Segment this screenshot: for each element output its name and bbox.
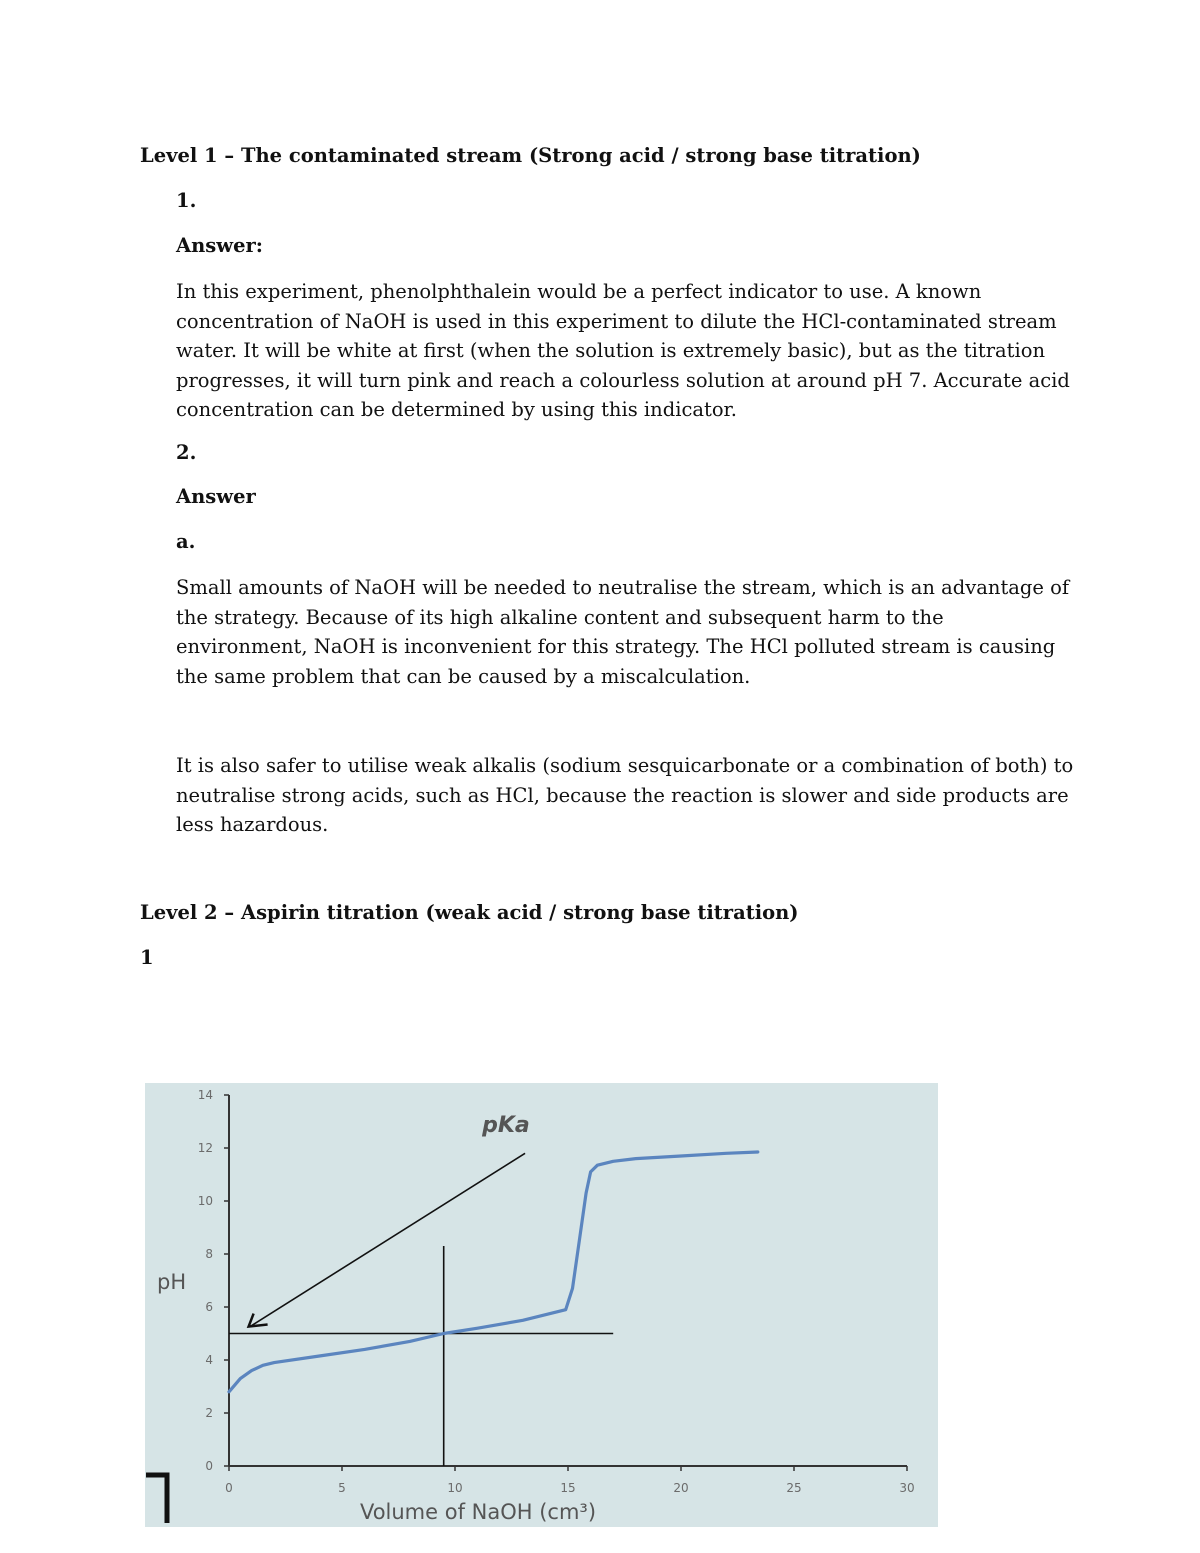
answer-2a-paragraph: Small amounts of NaOH will be needed to neutralise the stream, which is an advantage of the strategy. Because of its high alkaline content and subsequent harm to the environment, NaOH is inconvenient for this strategy. The HCl polluted stream is causing the same problem that can be caused by a miscalculation. bbox=[176, 576, 1070, 688]
y-tick-label: 8 bbox=[205, 1247, 213, 1261]
answer-label: Answer: bbox=[176, 234, 263, 257]
x-tick-label: 25 bbox=[786, 1481, 802, 1495]
x-tick-label: 5 bbox=[338, 1481, 346, 1495]
level2-question-1-number: 1 bbox=[140, 946, 154, 969]
level1-heading: Level 1 – The contaminated stream (Strong acid / strong base titration) bbox=[140, 144, 921, 167]
y-tick-label: 2 bbox=[205, 1406, 213, 1420]
answer-label: Answer bbox=[176, 485, 256, 508]
question-1-number: 1. bbox=[176, 189, 197, 212]
y-tick-label: 14 bbox=[197, 1088, 213, 1102]
y-axis-label: pH bbox=[157, 1270, 187, 1294]
y-tick-label: 4 bbox=[205, 1353, 213, 1367]
y-tick-label: 10 bbox=[197, 1194, 213, 1208]
answer-1-paragraph: In this experiment, phenolphthalein would be a perfect indicator to use. A known concentration of NaOH is used in this experiment to dilute the HCl-contaminated stream water. It will be white at first (when the solution is extremely basic), but as the titration progresses, it will turn pink and reach a colourless solution at around pH 7. Accurate acid concentration can be determined by using this indicator. bbox=[176, 280, 1070, 421]
pka-annotation: pKa bbox=[482, 1113, 530, 1139]
y-tick-label: 0 bbox=[205, 1459, 213, 1473]
y-tick-label: 12 bbox=[197, 1141, 213, 1155]
question-2-number: 2. bbox=[176, 441, 197, 464]
y-tick-label: 6 bbox=[205, 1300, 213, 1314]
answer-2a-paragraph-2: It is also safer to utilise weak alkalis (sodium sesquicarbonate or a combination of both) to neutralise strong acids, such as HCl, because the reaction is slower and side products are less hazardous. bbox=[176, 754, 1074, 836]
x-tick-label: 20 bbox=[673, 1481, 689, 1495]
x-tick-label: 10 bbox=[447, 1481, 463, 1495]
x-tick-label: 15 bbox=[560, 1481, 576, 1495]
titration-curve-chart bbox=[145, 1083, 938, 1527]
x-axis-label: Volume of NaOH (cm³) bbox=[359, 1500, 597, 1524]
x-tick-label: 30 bbox=[899, 1481, 915, 1495]
level2-heading: Level 2 – Aspirin titration (weak acid / strong base titration) bbox=[140, 901, 799, 924]
part-a-label: a. bbox=[176, 530, 196, 553]
chart-background bbox=[145, 1083, 938, 1527]
x-tick-label: 0 bbox=[225, 1481, 233, 1495]
